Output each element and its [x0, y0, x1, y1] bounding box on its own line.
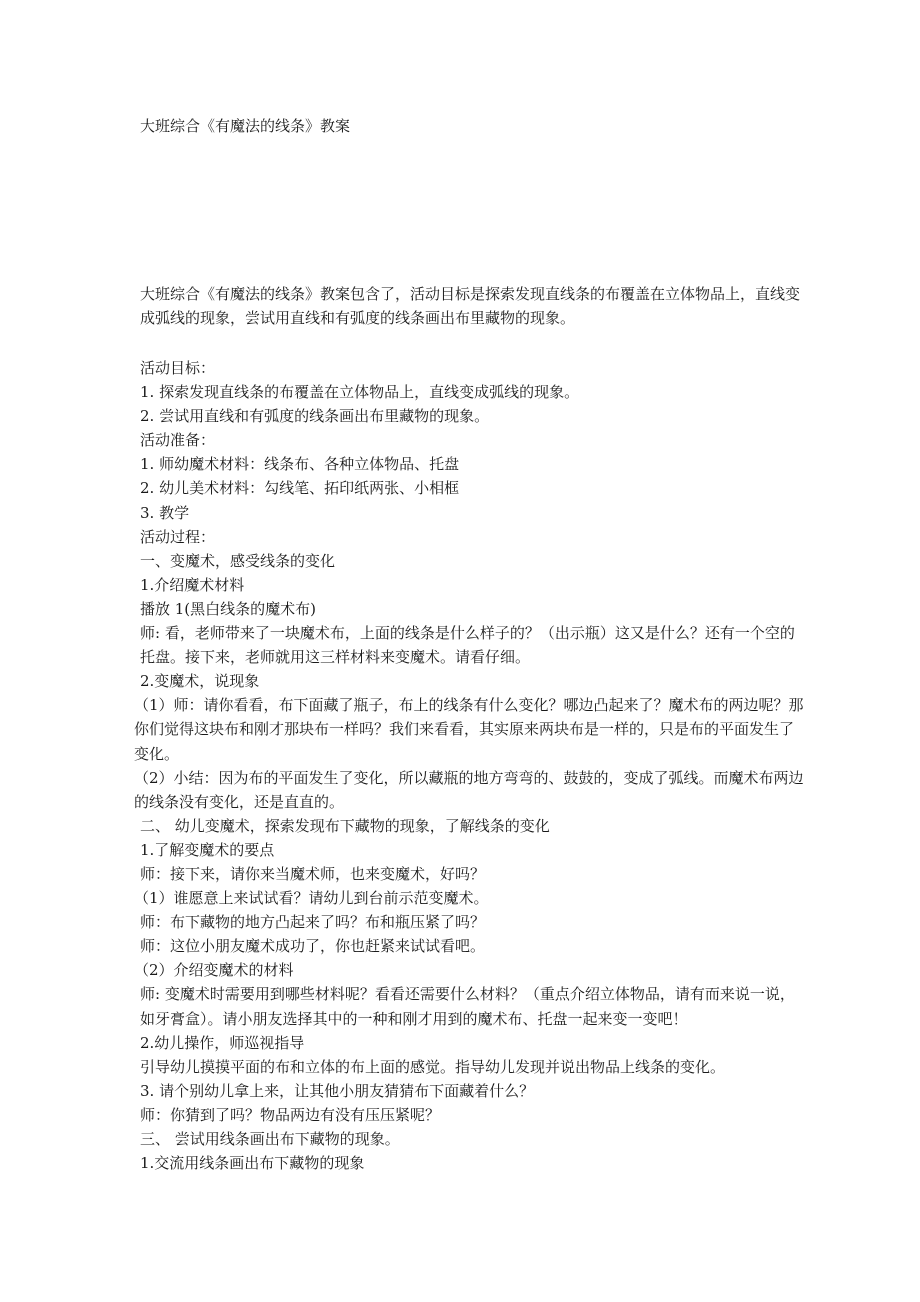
goal-item: 2. 尝试用直线和有弧度的线条画出布里藏物的现象。 — [140, 407, 490, 426]
process-text: 师：你猜到了吗？物品两边有没有压压紧呢？ — [140, 1105, 441, 1124]
section-heading-goals: 活动目标： — [140, 359, 216, 377]
process-text: 师: 变魔术时需要用到哪些材料呢？看看还需要什么材料？（重点介绍立体物品，请有而来说一说，如牙膏盒）。请小朋友选择其中的一种和刚才用到的魔术布、托盘一起来变一变吧！ — [140, 985, 795, 1028]
process-step: 2.变魔术，说现象 — [140, 672, 260, 691]
document-intro: 大班综合《有魔法的线条》教案包含了，活动目标是探索发现直线条的布覆盖在立体物品上，直线变成弧线的现象，尝试用直线和有弧度的线条画出布里藏物的现象。 — [140, 285, 801, 327]
process-text: 师：这位小朋友魔术成功了，你也赶紧来试试看吧。 — [140, 937, 486, 956]
process-part-heading: 一、变魔术，感受线条的变化 — [140, 551, 336, 570]
process-part-heading: 三、 尝试用线条画出布下藏物的现象。 — [140, 1130, 400, 1148]
preparation-item: 3. 教学 — [140, 503, 190, 522]
process-step: 3. 请个别幼儿拿上来，让其他小朋友猜猜布下面藏着什么？ — [140, 1081, 535, 1100]
process-step: 1.了解变魔术的要点 — [140, 840, 275, 859]
process-text: 师：接下来，请你来当魔术师，也来变魔术，好吗？ — [140, 864, 486, 883]
process-text: （1）师：请你看看，布下面藏了瓶子，布上的线条有什么变化？哪边凸起来了？魔术布的两边呢？那你们觉得这块布和刚才那块布一样吗？我们来看看，其实原来两块布是一样的，只是布的平面发生了变化。 — [134, 696, 804, 763]
preparation-item: 2. 幼儿美术材料：勾线笔、拓印纸两张、小相框 — [140, 479, 460, 498]
section-heading-process: 活动过程： — [140, 527, 216, 546]
document-body — [134, 356, 805, 1175]
process-part-heading: 二、 幼儿变魔术，探索发现布下藏物的现象，了解线条的变化 — [140, 816, 550, 835]
goal-item: 1. 探索发现直线条的布覆盖在立体物品上，直线变成弧线的现象。 — [140, 383, 580, 402]
process-step: 2.幼儿操作，师巡视指导 — [140, 1033, 305, 1052]
process-step: 1.介绍魔术材料 — [140, 575, 245, 594]
section-heading-preparation: 活动准备： — [140, 431, 216, 450]
document-title: 大班综合《有魔法的线条》教案 — [140, 117, 351, 135]
process-text: （1）谁愿意上来试试看？请幼儿到台前示范变魔术。 — [134, 889, 489, 908]
process-text: 播放 1(黑白线条的魔术布) — [140, 599, 317, 618]
process-step: 1.交流用线条画出布下藏物的现象 — [140, 1154, 365, 1173]
process-text: （2）小结：因为布的平面发生了变化，所以藏瓶的地方弯弯的、鼓鼓的，变成了弧线。而魔术布两边的线条没有变化，还是直直的。 — [134, 768, 804, 811]
preparation-item: 1. 师幼魔术材料：线条布、各种立体物品、托盘 — [140, 455, 460, 474]
process-text: 师: 看，老师带来了一块魔术布，上面的线条是什么样子的？（出示瓶）这又是什么？还有一个空的托盘。接下来，老师就用这三样材料来变魔术。请看仔细。 — [140, 624, 795, 667]
process-text: 引导幼儿摸摸平面的布和立体的布上面的感觉。指导幼儿发现并说出物品上线条的变化。 — [140, 1057, 726, 1076]
process-text: （2）介绍变魔术的材料 — [134, 961, 294, 980]
process-text: 师：布下藏物的地方凸起来了吗？布和瓶压紧了吗？ — [140, 913, 486, 932]
